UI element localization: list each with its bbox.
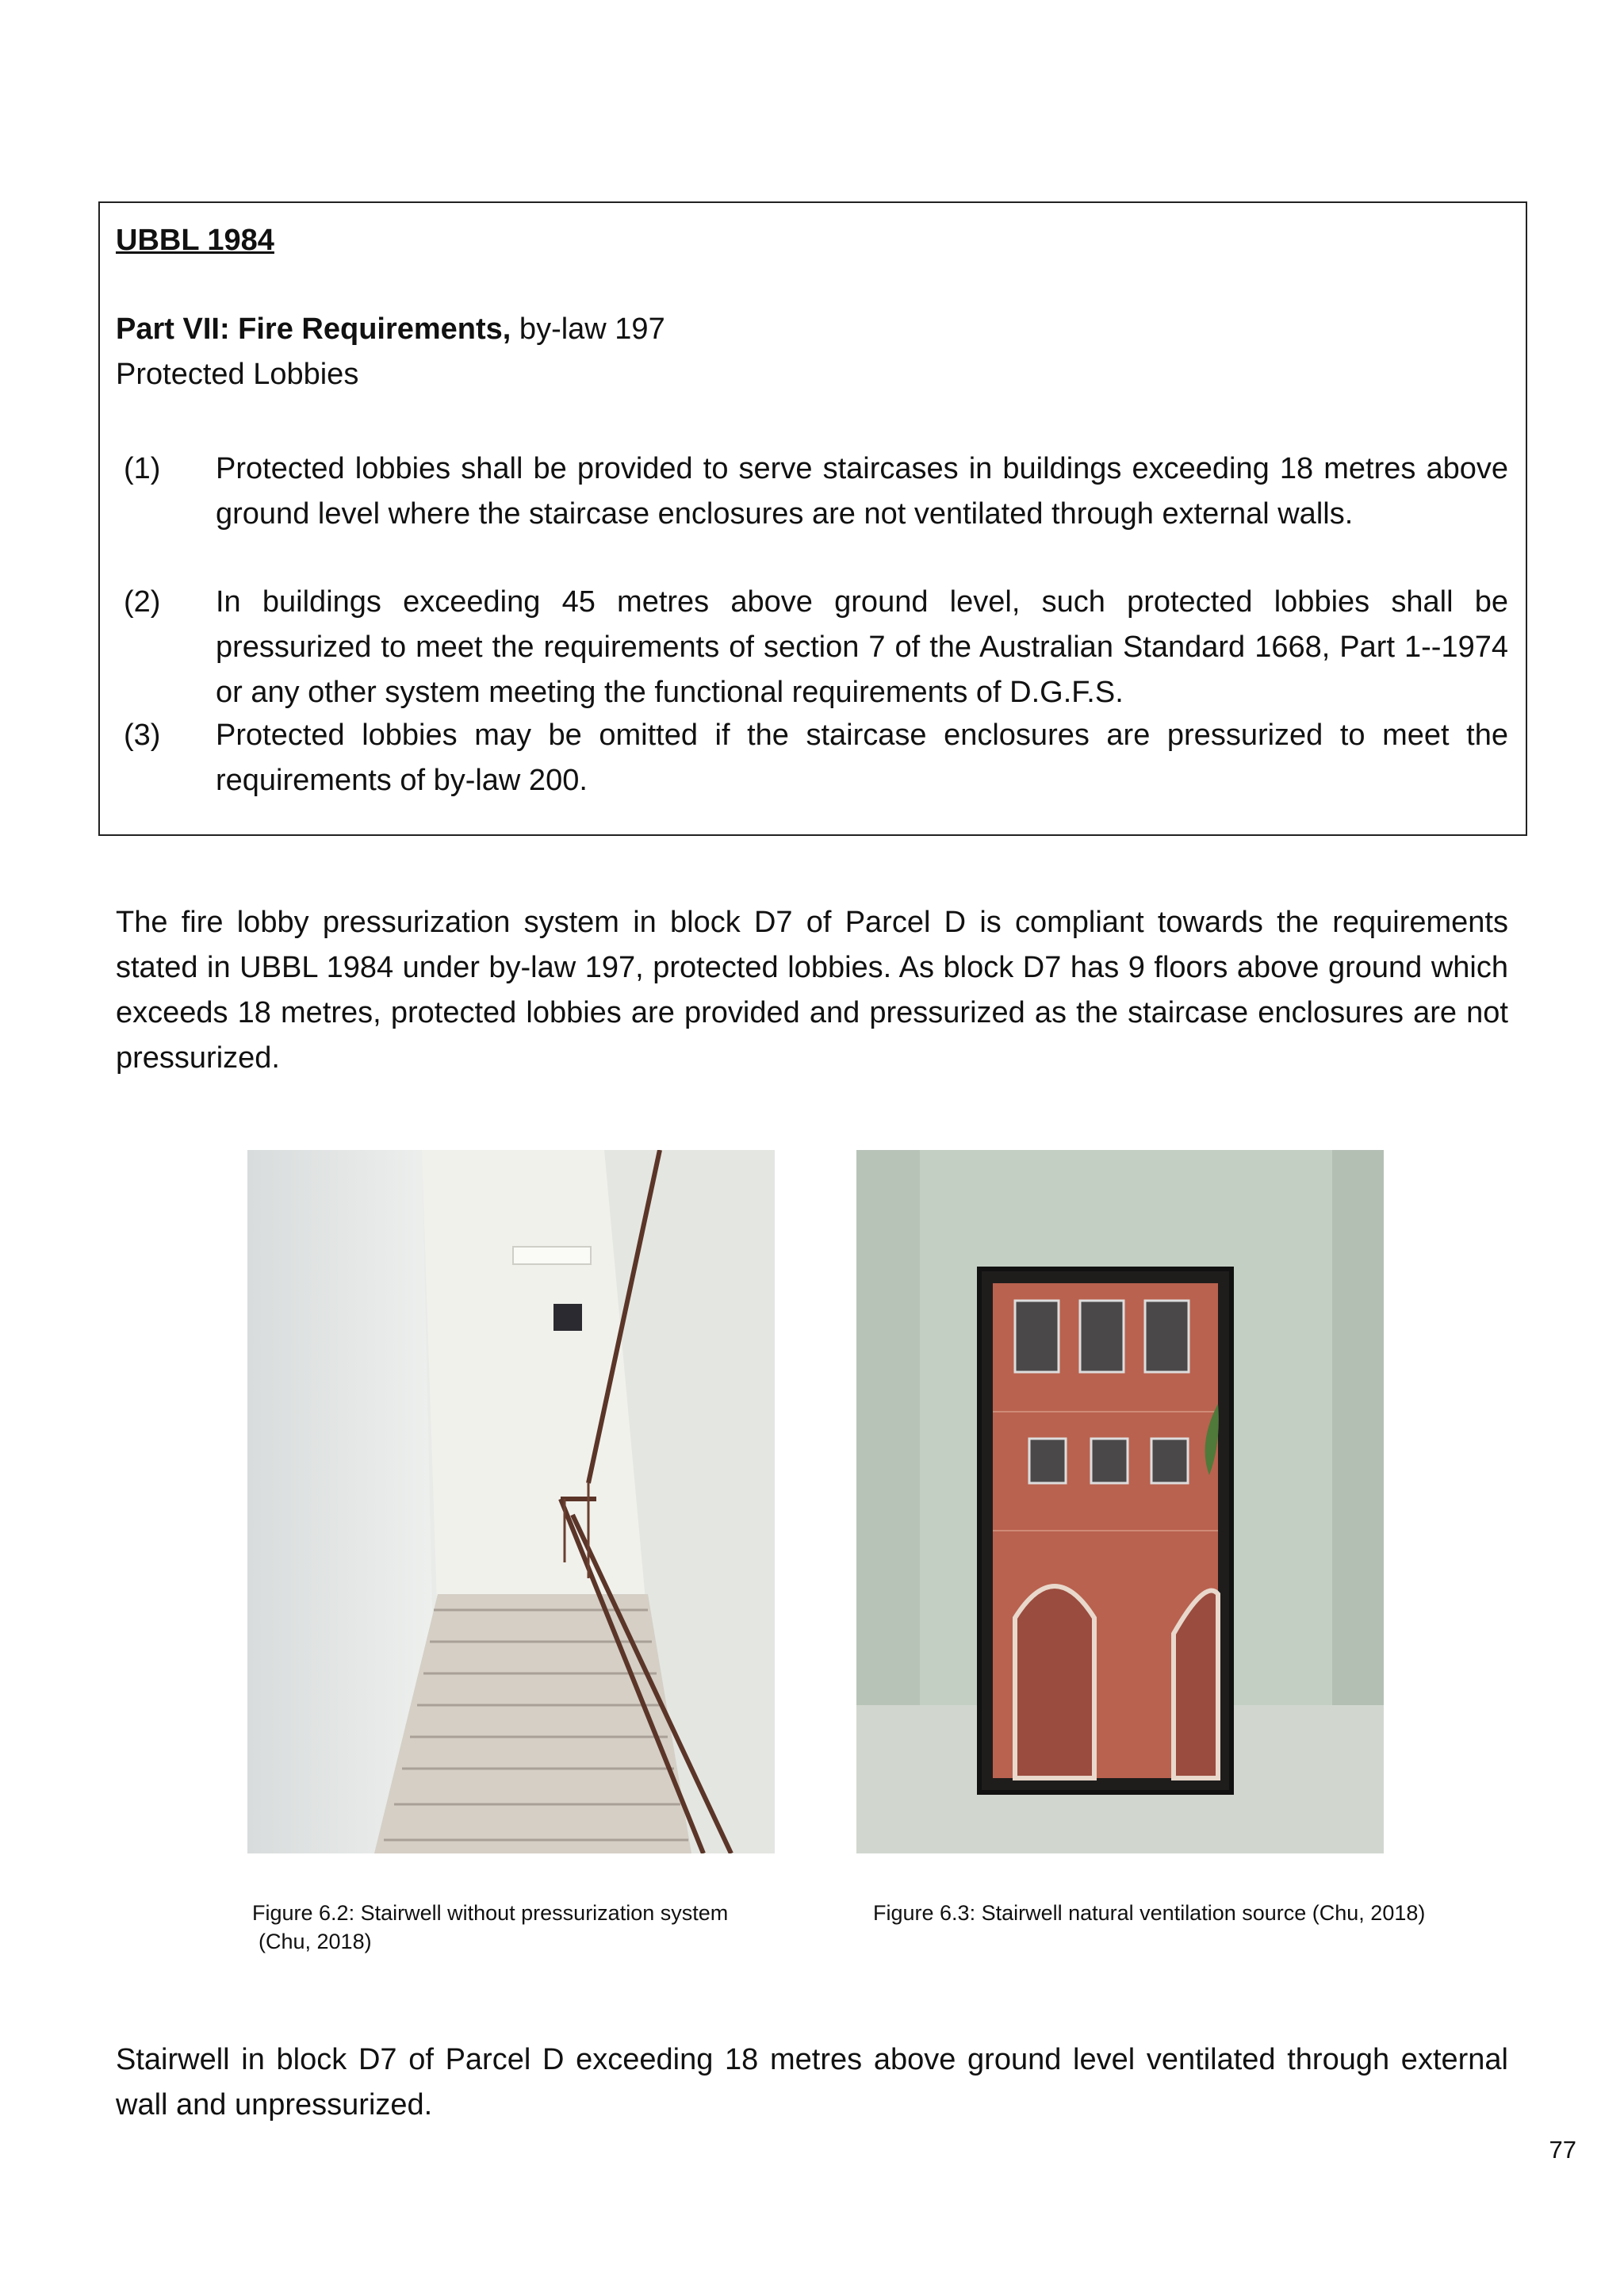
window-illustration xyxy=(856,1150,1384,1853)
stairwell-illustration xyxy=(247,1150,775,1853)
stairwell-photo xyxy=(247,1150,775,1853)
bylaw-subtitle: Protected Lobbies xyxy=(116,358,359,391)
bylaw-heading: UBBL 1984 xyxy=(116,224,274,257)
paragraph-compliance: The fire lobby pressurization system in block D7 of Parcel D is compliant towards the requirements stated in UBBL 1984 under by-law 197, protected lobbies. As block D7 has 9 floors above ground which exceeds 18 metres, protected lobbies are provided and pressurized as the staircase enclosures are not pressurized. xyxy=(116,906,1508,1075)
figure-6-2-caption xyxy=(252,1899,728,1956)
clause-text: Protected lobbies may be omitted if the staircase enclosures are pressurized to meet the requirements of by-law 200. xyxy=(216,719,1508,797)
part-title xyxy=(116,312,665,347)
clause-number: (3) xyxy=(124,719,161,752)
clause-number: (2) xyxy=(124,585,161,619)
window-photo xyxy=(856,1150,1384,1853)
part-title-bold: Part VII: Fire Requirements, xyxy=(116,312,511,346)
clause-text: Protected lobbies shall be provided to serve staircases in buildings exceeding 18 metres above ground level where the staircase enclosures are not ventilated through external walls. xyxy=(216,452,1508,531)
caption-line: (Chu, 2018) xyxy=(259,1930,372,1953)
figure-6-3-caption xyxy=(873,1899,1425,1927)
paragraph-stairwell: Stairwell in block D7 of Parcel D exceeding 18 metres above ground level ventilated through external wall and unpressurized. xyxy=(116,2043,1508,2122)
clause-text: In buildings exceeding 45 metres above ground level, such protected lobbies shall be pressurized to meet the requirements of section 7 of the Australian Standard 1668, Part 1--1974 or any other system meeting the functional requirements of D.G.F.S. xyxy=(216,585,1508,709)
part-title-rest: by-law 197 xyxy=(511,312,665,346)
clause-number: (1) xyxy=(124,452,161,485)
caption-line: Figure 6.2: Stairwell without pressurization system xyxy=(252,1901,729,1925)
caption-line: Figure 6.3: Stairwell natural ventilation source (Chu, 2018) xyxy=(873,1901,1426,1925)
page-number: 77 xyxy=(1549,2136,1576,2164)
